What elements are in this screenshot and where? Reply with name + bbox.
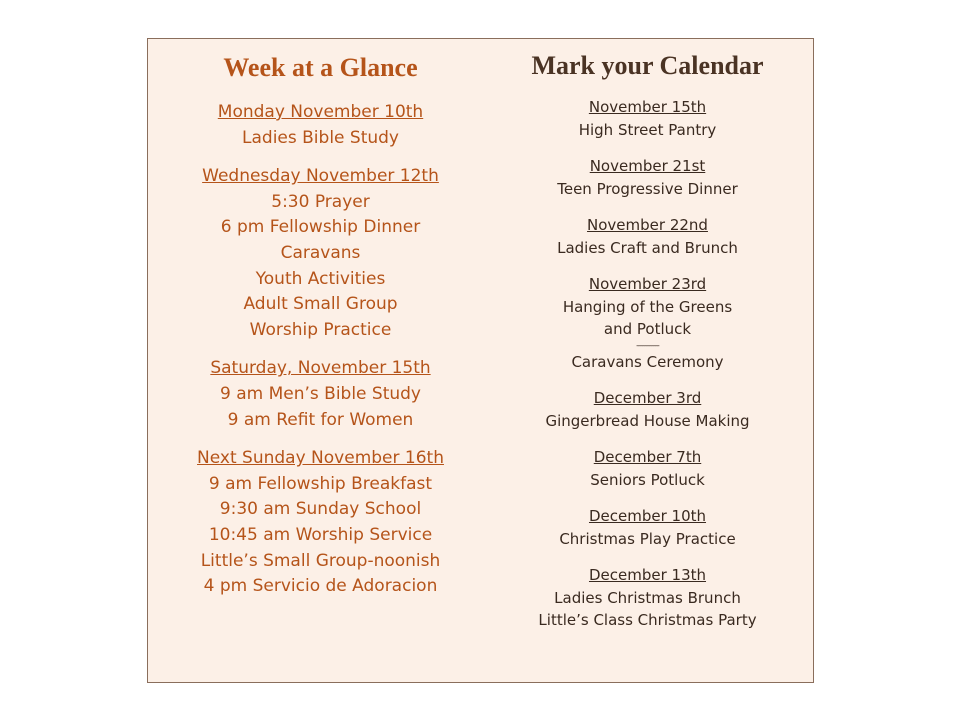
event-item: Christmas Play Practice [559,529,736,548]
schedule-day-group [168,100,473,151]
event-item: High Street Pantry [578,120,717,139]
event-date: December 7th [593,448,702,466]
event-item: Gingerbread House Making [545,411,750,430]
event-item: Ladies Craft and Brunch [557,238,738,257]
event-item: Teen Progressive Dinner [557,179,738,198]
schedule-item: 9 am Fellowship Breakfast [208,473,433,494]
day-header: Next Sunday November 16th [197,448,444,469]
schedule-item: Little’s Small Group-noonish [200,550,441,571]
calendar-event [510,446,785,491]
schedule-item: 9 am Men’s Bible Study [219,383,421,404]
week-schedule-list [168,100,473,600]
schedule-item: Ladies Bible Study [242,127,399,148]
event-item: Caravans Ceremony [571,352,724,371]
week-at-a-glance-title: Week at a Glance [223,53,418,82]
event-item: Hanging of the Greens [562,297,733,316]
event-item: Little’s Class Christmas Party [538,611,757,629]
event-item: Seniors Potluck [590,470,705,489]
calendar-event [510,96,785,141]
schedule-item: 6 pm Fellowship Dinner [220,217,421,238]
schedule-item: Adult Small Group [243,294,398,315]
mark-your-calendar-column [510,39,785,632]
event-date: December 10th [588,507,707,525]
event-date: November 22nd [587,216,708,234]
calendar-event-list [510,96,785,632]
schedule-item: Worship Practice [249,319,392,340]
day-header: Wednesday November 12th [202,166,439,187]
day-header: Saturday, November 15th [210,358,431,379]
schedule-day-group [168,356,473,433]
schedule-item: 4 pm Servicio de Adoracion [203,576,438,597]
event-date: November 21st [589,157,706,175]
event-separator: ------------ [636,340,659,350]
calendar-event [510,214,785,259]
schedule-day-group [168,164,473,343]
day-header: Monday November 10th [217,102,424,122]
event-item: Ladies Christmas Brunch [554,588,741,607]
calendar-event [510,564,785,632]
calendar-event [510,505,785,550]
event-date: December 13th [588,566,707,584]
event-date: November 15th [588,98,707,116]
calendar-event [510,155,785,200]
week-at-a-glance-column [168,39,473,600]
calendar-event [510,387,785,432]
calendar-event [510,273,785,373]
event-item: and Potluck [603,320,692,338]
schedule-item: 10:45 am Worship Service [208,524,433,545]
schedule-item: Youth Activities [255,268,386,289]
schedule-item: 9 am Refit for Women [227,409,414,430]
newsletter-panel [147,38,814,683]
event-date: November 23rd [588,275,707,293]
schedule-day-group [168,446,473,600]
schedule-item: 5:30 Prayer [271,191,370,212]
schedule-item: Caravans [280,242,361,263]
event-date: December 3rd [593,389,702,407]
schedule-item: 9:30 am Sunday School [219,499,422,520]
mark-your-calendar-title: Mark your Calendar [531,51,764,80]
